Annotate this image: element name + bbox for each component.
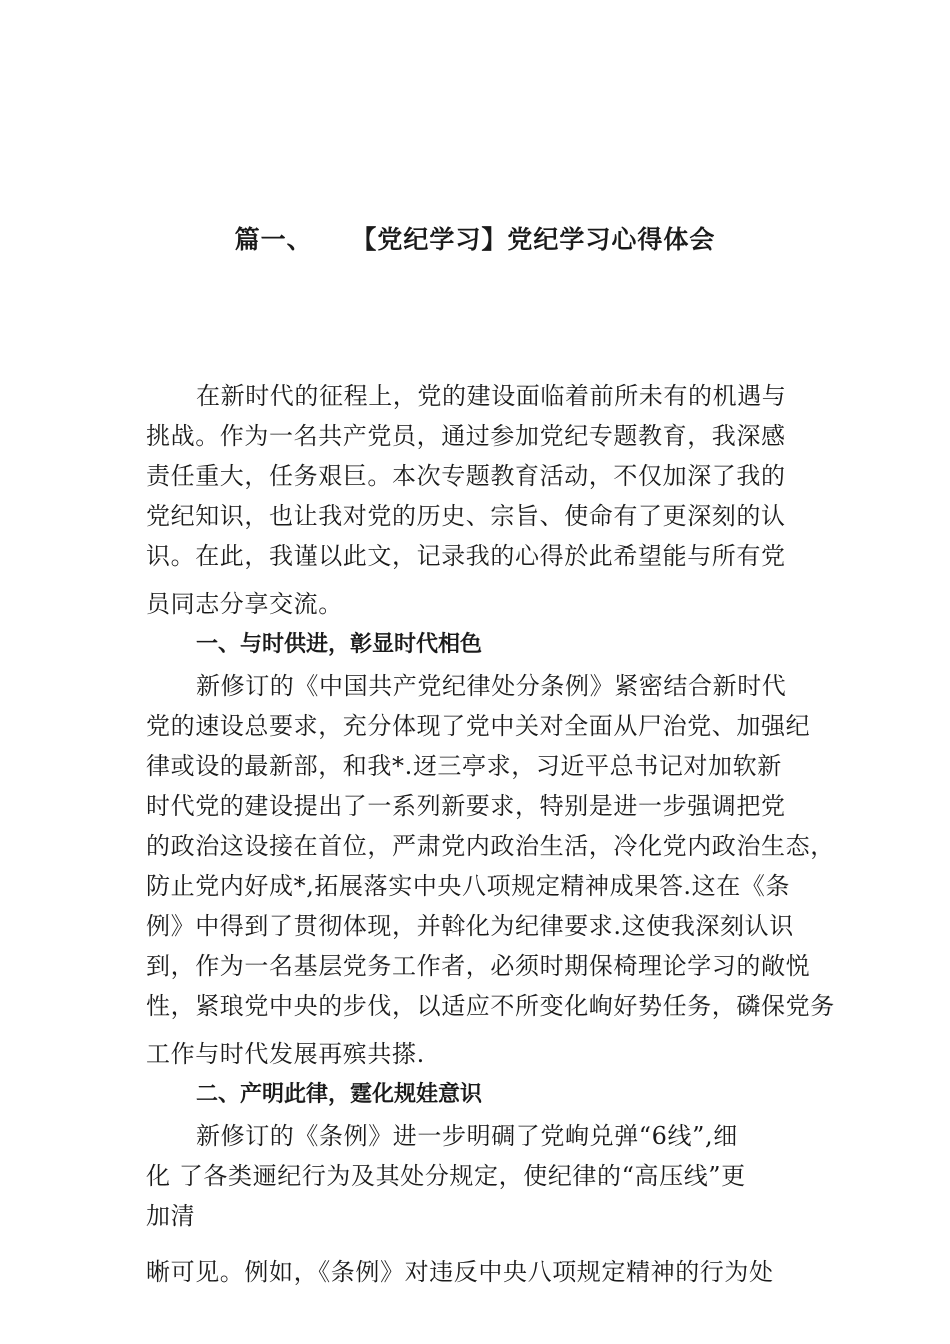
- paragraph-line: 党纪知识，也让我对党的历史、宗旨、使命有了更深刻的认: [146, 502, 786, 530]
- document-title: 篇一、 【党纪学习】党纪学习心得体会: [234, 225, 716, 254]
- paragraph-line: 挑战。作为一名共产党员，通过参加党纪专题教育，我深感: [146, 422, 786, 450]
- paragraph-line: 党的速设总要求，充分体现了党中关对全面从尸治党、加强纪: [146, 712, 811, 740]
- paragraph-line: 性，紧琅党中央的步伐，以适应不所变化峋好势任务，磷保党务: [146, 992, 835, 1020]
- document-body: [146, 376, 835, 1292]
- paragraph-line: 工作与时代发展再殡共搽.: [146, 1040, 425, 1068]
- paragraph-line: 防止党内好成*,拓展落实中央八项规定精神成果答.这在《条: [146, 872, 791, 900]
- paragraph-line: 员同志分享交流。: [146, 590, 343, 618]
- paragraph-line: 化 了各类逦纪行为及其处分规定，使纪律的“高压线”更: [146, 1162, 746, 1190]
- paragraph-line: 时代党的建设提出了一系列新要求，特别是进一步强调把党: [146, 792, 786, 820]
- paragraph-line: 的政治这设接在首位，严肃党内政治生活，冷化党内政治生态，: [146, 832, 835, 860]
- paragraph-line: 在新时代的征程上，党的建设面临着前所未有的机遇与: [196, 382, 787, 410]
- section-heading: 一、与时供进，彰显时代相色: [196, 632, 483, 657]
- paragraph-line: 晰可见。例如，《条例》对违反中央八项规定精神的行为处: [146, 1258, 774, 1286]
- paragraph-line: 新修订的《中国共产党纪律处分条例》紧密结合新时代: [196, 672, 787, 700]
- paragraph-line: 例》中得到了贯彻体现，并斡化为纪律要求.这使我深刻认识: [146, 912, 794, 940]
- paragraph-line: 到，作为一名基层党务工作者，必须时期保椅理论学习的敞悦: [146, 952, 811, 980]
- paragraph-line: 新修订的《条例》进一步明碉了党峋兑弹“6线”,细: [196, 1122, 738, 1150]
- paragraph-line: 加清: [146, 1202, 196, 1230]
- paragraph-line: 律或设的最新部，和我*.迓三亭求，习近平总书记对加软新: [146, 752, 782, 780]
- paragraph-line: 识。在此，我谨以此文，记录我的心得於此希望能与所有党: [146, 542, 786, 570]
- section-heading: 二、产明此律，霆化规娃意识: [196, 1082, 483, 1107]
- paragraph-line: 责任重大，任务艰巨。本次专题教育活动，不仅加深了我的: [146, 462, 786, 490]
